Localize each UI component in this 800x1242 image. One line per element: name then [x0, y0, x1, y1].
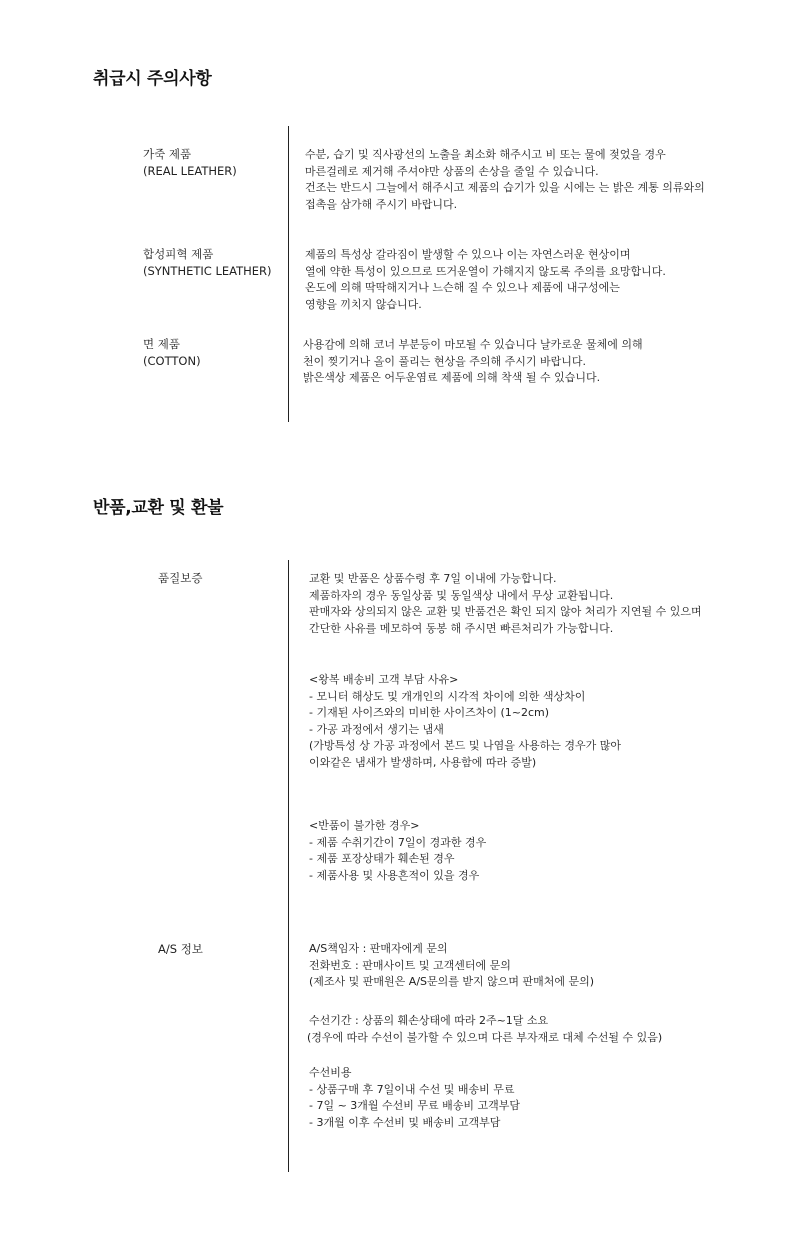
- text-line: 접촉을 삼가해 주시기 바랍니다.: [305, 197, 458, 211]
- text-line: - 제품사용 및 사용흔적이 있을 경우: [309, 868, 480, 882]
- label-line: (REAL LEATHER): [143, 164, 237, 178]
- text-line: - 7일 ~ 3개월 수선비 무료 배송비 고객부담: [309, 1099, 521, 1112]
- text-line: 수선기간 : 상품의 훼손상태에 따라 2주~1달 소요: [309, 1014, 549, 1027]
- text-line: 교환 및 반품은 상품수령 후 7일 이내에 가능합니다.: [309, 572, 557, 585]
- text-exchange-policy: [309, 571, 702, 637]
- label-synthetic-leather: [143, 246, 272, 280]
- text-line: 제품하자의 경우 동일상품 및 동일색상 내에서 무상 교환됩니다.: [309, 588, 614, 602]
- section-title-care: 취급시 주의사항: [93, 69, 212, 89]
- divider-line: [288, 126, 289, 422]
- text-line: <반품이 불가한 경우>: [309, 819, 420, 832]
- label-line: (SYNTHETIC LEATHER): [143, 264, 272, 278]
- text-line: (가방특성 상 가공 과정에서 본드 및 나염을 사용하는 경우가 많아: [309, 739, 622, 752]
- text-line: <왕복 배송비 고객 부담 사유>: [309, 673, 459, 686]
- text-repair-period: [307, 1013, 662, 1046]
- label-as-info: [158, 941, 203, 958]
- text-line: - 제품 수취기간이 7일이 경과한 경우: [309, 835, 487, 849]
- text-line: - 가공 과정에서 생기는 냄새: [309, 722, 444, 736]
- text-line: (제조사 및 판매원은 A/S문의를 받지 않으며 판매처에 문의): [309, 975, 595, 988]
- text-line: 마른걸레로 제거해 주셔야만 상품의 손상을 줄일 수 있습니다.: [305, 164, 599, 178]
- text-line: 수선비용: [309, 1066, 352, 1079]
- text-line: 사용감에 의해 코너 부분등이 마모될 수 있습니다 날카로운 물체에 의해: [303, 338, 643, 351]
- text-line: 전화번호 : 판매사이트 및 고객센터에 문의: [309, 958, 511, 972]
- text-cotton: [303, 337, 643, 387]
- text-line: 판매자와 상의되지 않은 교환 및 반품건은 확인 되지 않아 처리가 지연될 수 있으며: [309, 605, 702, 618]
- label-line: A/S 정보: [158, 942, 203, 956]
- text-line: - 3개월 이후 수선비 및 배송비 고객부담: [309, 1115, 501, 1129]
- text-line: 제품의 특성상 갈라짐이 발생할 수 있으나 이는 자연스러운 현상이며: [305, 248, 631, 261]
- label-line: 가죽 제품: [143, 147, 192, 161]
- text-line: - 기재된 사이즈와의 미비한 사이즈차이 (1~2cm): [309, 706, 550, 719]
- label-line: 합성피혁 제품: [143, 247, 214, 261]
- text-line: - 제품 포장상태가 훼손된 경우: [309, 852, 455, 865]
- text-line: 간단한 사유를 메모하여 동봉 해 주시면 빠른처리가 가능합니다.: [309, 621, 614, 635]
- divider-line: [288, 560, 289, 1172]
- text-line: (경우에 따라 수선이 불가할 수 있으며 다른 부자재로 대체 수선될 수 있음): [307, 1030, 663, 1044]
- text-line: - 모니터 해상도 및 개개인의 시각적 차이에 의한 색상차이: [309, 689, 586, 703]
- label-cotton: [143, 336, 201, 370]
- text-real-leather: [305, 147, 705, 213]
- text-line: 밝은색상 제품은 어두운염료 제품에 의해 착색 될 수 있습니다.: [303, 371, 601, 384]
- label-line: 품질보증: [158, 571, 203, 585]
- text-line: 열에 약한 특성이 있으므로 뜨거운열이 가해지지 않도록 주의를 요망합니다.: [305, 264, 666, 278]
- label-quality-warranty: [158, 570, 202, 587]
- text-line: A/S책임자 : 판매자에게 문의: [309, 942, 448, 955]
- label-line: (COTTON): [143, 354, 201, 368]
- text-line: 온도에 의해 딱딱해지거나 느슨해 질 수 있으나 제품에 내구성에는: [305, 281, 620, 294]
- text-line: 수분, 습기 및 직사광선의 노출을 최소화 해주시고 비 또는 물에 젖었을 경우: [305, 148, 666, 161]
- text-line: 이와같은 냄새가 발생하며, 사용함에 따라 증발): [309, 755, 537, 769]
- label-real-leather: [143, 146, 237, 180]
- text-shipping-fee-reasons: [309, 672, 621, 771]
- text-line: 건조는 반드시 그늘에서 해주시고 제품의 습기가 있을 시에는 는 밝은 계통 의류와의: [305, 181, 705, 194]
- section-title-return: 반품,교환 및 환불: [93, 498, 224, 518]
- label-line: 면 제품: [143, 337, 180, 351]
- text-line: 영향을 끼치지 않습니다.: [305, 297, 422, 311]
- text-as-contact: [309, 941, 594, 991]
- text-non-returnable: [309, 818, 486, 884]
- text-repair-cost: [309, 1065, 520, 1131]
- text-line: - 상품구매 후 7일이내 수선 및 배송비 무료: [309, 1082, 515, 1096]
- text-synthetic-leather: [305, 247, 666, 313]
- text-line: 천이 찢기거나 올이 풀리는 현상을 주의해 주시기 바랍니다.: [303, 354, 586, 368]
